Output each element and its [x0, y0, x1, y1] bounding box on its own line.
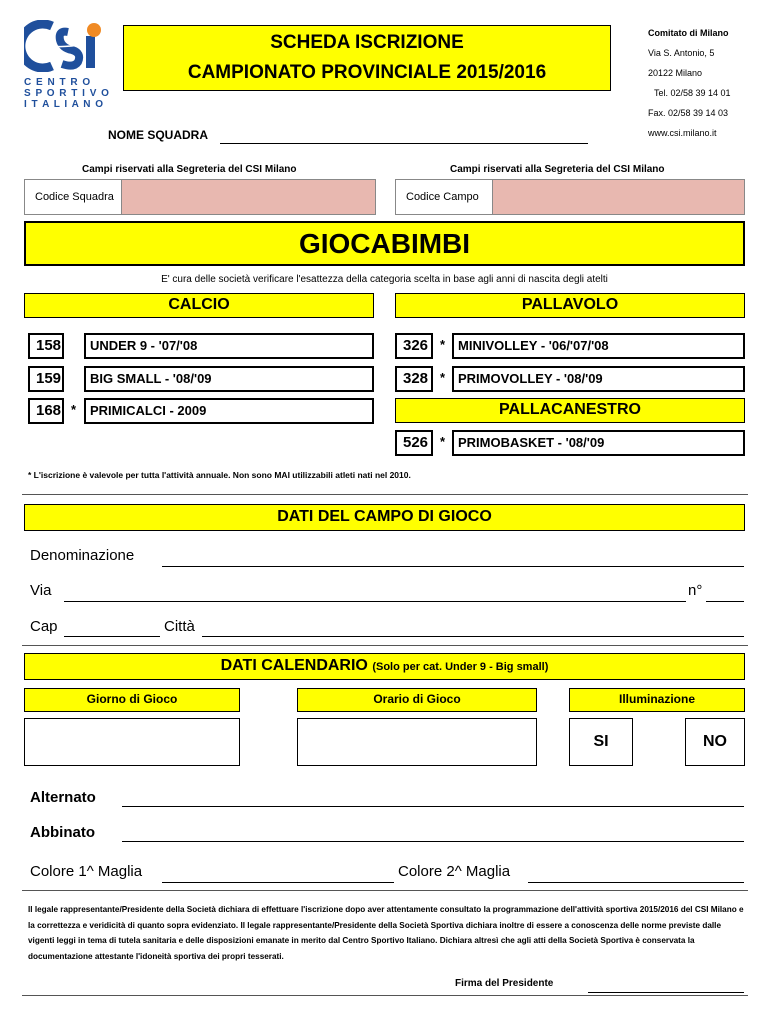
reserved-heading-right: Campi riservati alla Segreteria del CSI Milano — [450, 164, 665, 175]
category-note: E' cura delle società verificare l'esattezza della categoria scelta in base agli anni di nascita degli atelti — [161, 274, 608, 285]
category-title-box — [24, 221, 745, 266]
logo-word-1: C E N T R O — [24, 77, 92, 88]
calcio-label-under9: UNDER 9 - '07/'08 — [84, 333, 374, 359]
alternato-field[interactable] — [122, 806, 744, 807]
calcio-star-168: * — [71, 402, 77, 417]
reserved-heading-left: Campi riservati alla Segreteria del CSI Milano — [82, 164, 297, 175]
declaration-text: Il legale rappresentante/Presidente della Società dichiara di effettuare l'iscrizione dopo aver attentamente consultato la programmazione dell'attività sportiva 2015/2016 del CSI Milano e la correttezza e veridicità di quanto sopra evidenziato. Il legale rappresentante/Presidente della Società Sportiva dichiara inoltre di essere a conoscenza delle norme previste dalle vigenti leggi in tema di tutela sanitaria e delle disposizioni emanate in merito dal Centro Sportivo Italiano. Dichiara altresì che agli atti della Società Sportiva è conservata la documentazione attestante l'idoneità sportiva dei propri tesserati. — [28, 905, 744, 961]
illuminazione-no[interactable]: NO — [685, 718, 745, 766]
team-name-field[interactable] — [220, 143, 588, 144]
divider-3 — [22, 890, 748, 891]
citta-field[interactable] — [202, 636, 744, 637]
pallavolo-star-326: * — [440, 337, 446, 352]
city: 20122 Milano — [648, 68, 703, 78]
signature-label: Firma del Presidente — [455, 978, 554, 989]
calcio-label-big-small: BIG SMALL - '08/'09 — [84, 366, 374, 392]
pallavolo-star-328: * — [440, 370, 446, 385]
illuminazione-header: Illuminazione — [569, 688, 745, 712]
pallacanestro-code-526[interactable]: 526 — [395, 430, 433, 456]
cap-field[interactable] — [64, 636, 160, 637]
team-code-box — [24, 179, 376, 215]
pallacanestro-header: PALLACANESTRO — [395, 398, 745, 423]
field-code-box — [395, 179, 745, 215]
logo-word-2: S P O R T I V O — [24, 88, 110, 99]
signature-field[interactable] — [588, 992, 744, 993]
pallavolo-code-326[interactable]: 326 — [395, 333, 433, 359]
calcio-header: CALCIO — [24, 293, 374, 318]
giorno-header: Giorno di Gioco — [24, 688, 240, 712]
orario-field[interactable] — [297, 718, 537, 766]
citta-label: Città — [164, 618, 195, 635]
calcio-code-159[interactable]: 159 — [28, 366, 64, 392]
csi-logo-mark — [24, 20, 114, 72]
address: Via S. Antonio, 5 — [648, 48, 715, 58]
title-box — [123, 25, 611, 91]
pallacanestro-star-526: * — [440, 434, 446, 449]
via-field[interactable] — [64, 601, 686, 602]
footnote: * L'iscrizione è valevole per tutta l'attività annuale. Non sono MAI utilizzabili atleti nati nel 2010. — [28, 470, 411, 480]
colore1-label: Colore 1^ Maglia — [30, 863, 143, 880]
divider-4 — [22, 995, 748, 996]
telephone: Tel. 02/58 39 14 01 — [654, 88, 731, 98]
pallavolo-label-primovolley: PRIMOVOLLEY - '08/'09 — [452, 366, 745, 392]
divider-1 — [22, 494, 748, 495]
website: www.csi.milano.it — [648, 128, 717, 138]
divider-2 — [22, 645, 748, 646]
campo-header: DATI DEL CAMPO DI GIOCO — [24, 504, 745, 531]
team-code-field[interactable] — [121, 180, 375, 214]
pallavolo-label-minivolley: MINIVOLLEY - '06/'07/'08 — [452, 333, 745, 359]
calendario-header: DATI CALENDARIO — [220, 657, 368, 674]
calcio-code-158[interactable]: 158 — [28, 333, 64, 359]
calcio-code-168[interactable]: 168 — [28, 398, 64, 424]
via-label: Via — [30, 582, 52, 599]
giorno-field[interactable] — [24, 718, 240, 766]
team-code-label: Codice Squadra — [25, 180, 121, 214]
team-name-label: NOME SQUADRA — [108, 128, 209, 142]
denominazione-field[interactable] — [162, 566, 744, 567]
pallavolo-code-328[interactable]: 328 — [395, 366, 433, 392]
title-line-2: CAMPIONATO PROVINCIALE 2015/2016 — [187, 62, 547, 83]
fax: Fax. 02/58 39 14 03 — [648, 108, 729, 118]
colore1-field[interactable] — [162, 882, 394, 883]
calcio-label-primicalci: PRIMICALCI - 2009 — [84, 398, 374, 424]
denominazione-label: Denominazione — [30, 547, 135, 564]
colore2-label: Colore 2^ Maglia — [398, 863, 511, 880]
colore2-field[interactable] — [528, 882, 744, 883]
pallacanestro-label-primobasket: PRIMOBASKET - '08/'09 — [452, 430, 745, 456]
logo-word-3: I T A L I A N O — [24, 99, 104, 110]
orario-header: Orario di Gioco — [297, 688, 537, 712]
cap-label: Cap — [30, 618, 58, 635]
numero-field[interactable] — [706, 601, 744, 602]
illuminazione-si[interactable]: SI — [569, 718, 633, 766]
contact-info — [648, 28, 758, 148]
calendario-header-box — [24, 653, 745, 680]
field-code-label: Codice Campo — [396, 180, 492, 214]
alternato-label: Alternato — [30, 789, 96, 806]
abbinato-field[interactable] — [122, 841, 744, 842]
csi-logo — [24, 20, 114, 110]
pallavolo-header: PALLAVOLO — [395, 293, 745, 318]
committee-name: Comitato di Milano — [648, 28, 729, 38]
calendario-header-note: (Solo per cat. Under 9 - Big small) — [372, 661, 549, 673]
abbinato-label: Abbinato — [30, 824, 95, 841]
field-code-field[interactable] — [492, 180, 744, 214]
title-line-1: SCHEDA ISCRIZIONE — [270, 32, 464, 53]
category-title: GIOCABIMBI — [298, 228, 471, 259]
numero-label: n° — [688, 582, 703, 599]
